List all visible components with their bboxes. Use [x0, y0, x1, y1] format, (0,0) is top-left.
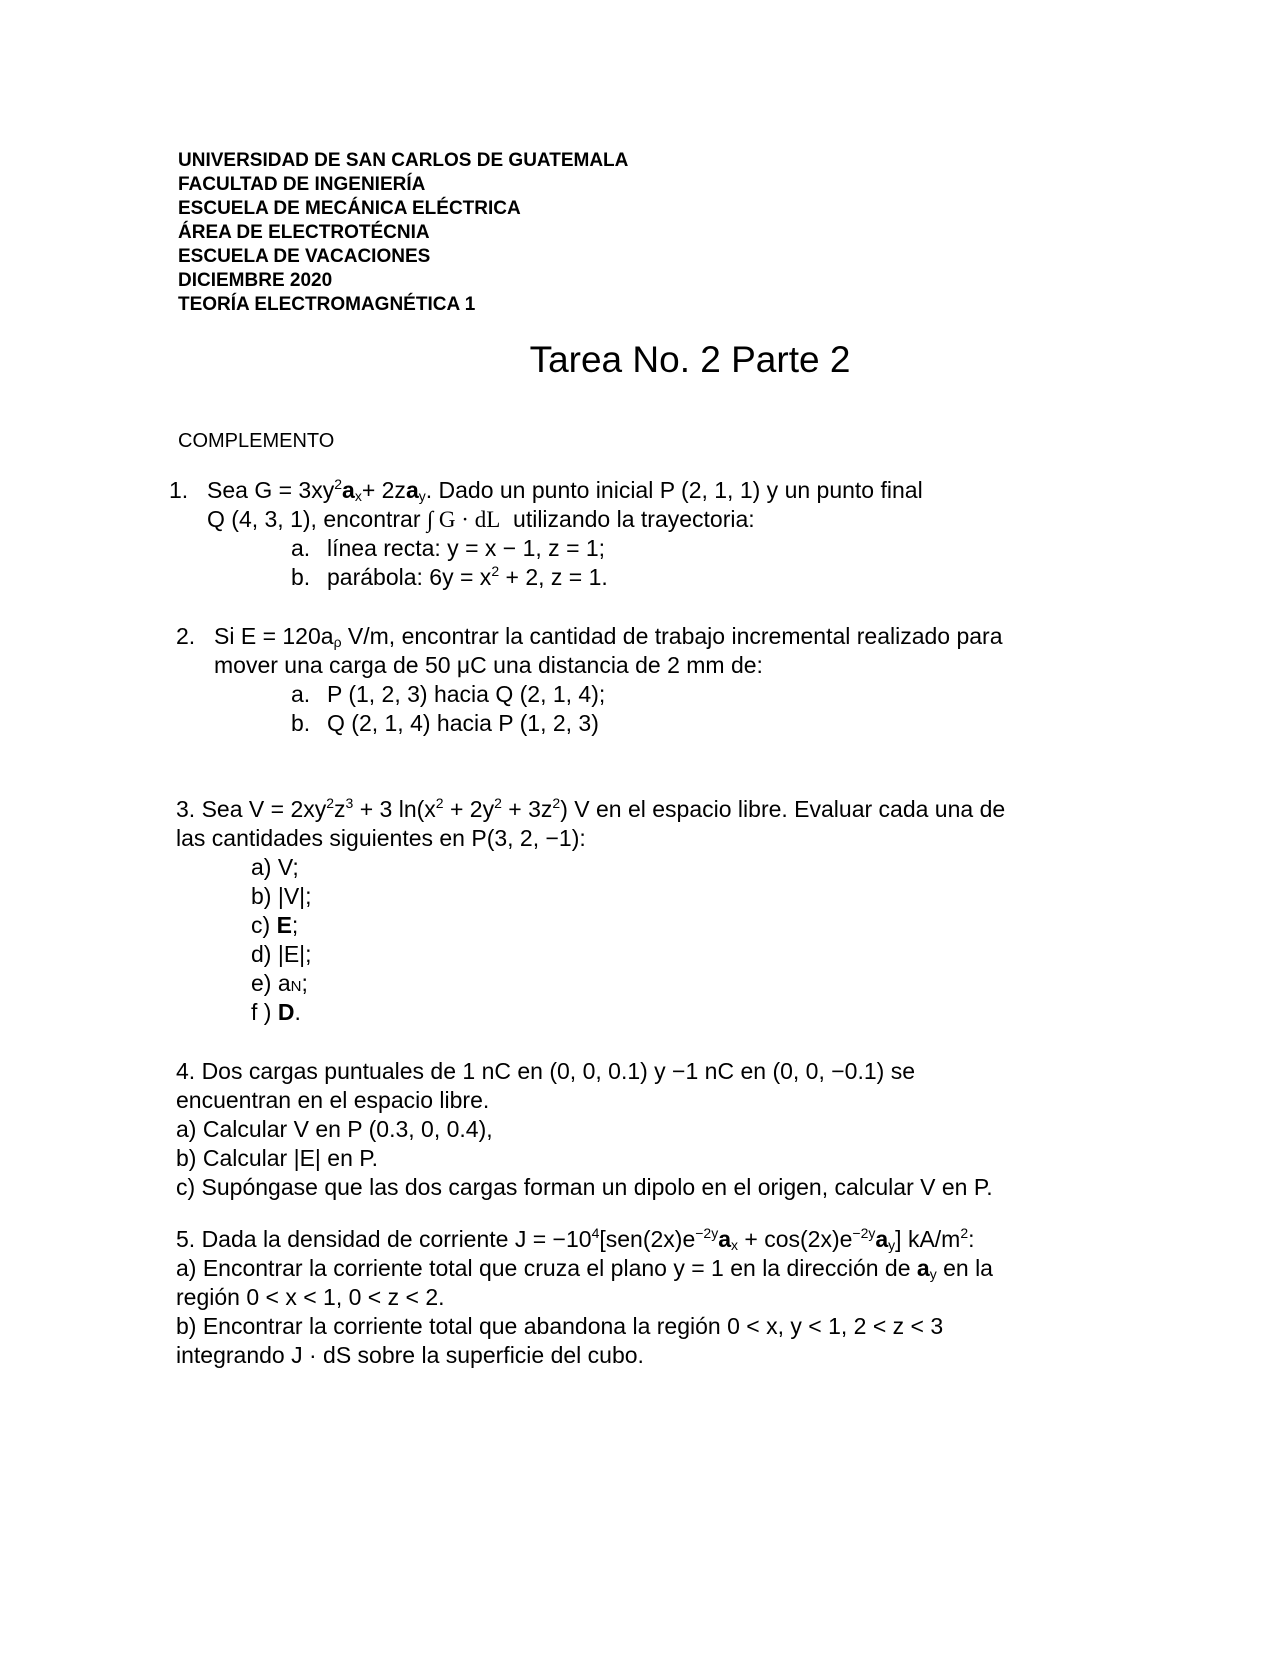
q2-b-label: b.	[291, 710, 311, 736]
section-label: COMPLEMENTO	[178, 430, 335, 452]
q2-line-1: Si $E = 120a_\rho$ V/m, encontrar la cantidad de trabajo incremental realizado para	[214, 623, 1003, 650]
q1-a-label: a.	[291, 535, 311, 561]
q2-number: 2.	[176, 623, 196, 649]
q4-item-c: c) Supóngase que las dos cargas forman un dipolo en el origen, calcular V en P.	[176, 1174, 993, 1200]
q2-a-label: a.	[291, 681, 311, 707]
header-course: TEORÍA ELECTROMAGNÉTICA 1	[178, 294, 476, 315]
q2-a-text: P (1, 2, 3) hacia Q (2, 1, 4);	[327, 681, 606, 707]
q4-line-1: 4. Dos cargas puntuales de 1 nC en (0, 0, 0.1) y −1 nC en (0, 0, −0.1) se	[176, 1058, 915, 1084]
page-title: Tarea No. 2 Parte 2	[529, 339, 851, 380]
q3-line-2: las cantidades siguientes en P(3, 2, −1):	[176, 825, 586, 851]
q3-item-f: f ) D.	[251, 999, 301, 1025]
header-session: ESCUELA DE VACACIONES	[178, 246, 431, 267]
header-university: UNIVERSIDAD DE SAN CARLOS DE GUATEMALA	[178, 150, 629, 171]
q2-line-2: mover una carga de 50 μC una distancia de 2 mm de:	[214, 652, 763, 678]
header-school: ESCUELA DE MECÁNICA ELÉCTRICA	[178, 198, 521, 219]
q3-item-c: c) E;	[251, 912, 299, 938]
header-faculty: FACULTAD DE INGENIERÍA	[178, 174, 426, 195]
q3-item-d: d) |E|;	[251, 941, 312, 967]
q2-b-text: Q (2, 1, 4) hacia P (1, 2, 3)	[327, 710, 599, 736]
integral-expression: ∫ G · dL	[426, 507, 501, 532]
q5-item-b-line-1: b) Encontrar la corriente total que abandona la región 0 < x, y < 1, 2 < z < 3	[176, 1313, 944, 1339]
q1-a-text: línea recta: y = x − 1, z = 1;	[327, 535, 606, 561]
q1-line-2: Q (4, 3, 1), encontrar ∫ G · dL utilizando la trayectoria:	[207, 506, 755, 532]
q4-item-b: b) Calcular |E| en P.	[176, 1145, 379, 1171]
q3-item-b: b) |V|;	[251, 883, 312, 909]
header-date: DICIEMBRE 2020	[178, 270, 333, 291]
q1-b-text: parábola: $6y = x^2 + 2$, z = 1.	[327, 563, 608, 590]
document-header	[178, 149, 628, 317]
q1-number: 1.	[169, 477, 189, 503]
q3-item-e: e) aN;	[251, 970, 308, 996]
q5-item-a-line-2: región 0 < x < 1, 0 < z < 2.	[176, 1284, 445, 1310]
q1-line-1: Sea $G = 3xy^2a_x+ 2za_y$. Dado un punto inicial P (2, 1, 1) y un punto final	[207, 476, 923, 504]
header-area: ÁREA DE ELECTROTÉCNIA	[178, 222, 430, 243]
q5-item-b-line-2: integrando J · dS sobre la superficie del cubo.	[176, 1342, 644, 1368]
q3-line-1: 3. Sea $V = 2xy^2z^3 + 3$ $\ln(x^2 + 2y^2 + 3z^2)$ V en el espacio libre. Evaluar cada una de	[176, 795, 1006, 822]
q5-item-a-line-1: a) Encontrar la corriente total que cruza el plano y = 1 en la dirección de $a_y$ en la	[176, 1255, 993, 1282]
q1-b-label: b.	[291, 564, 311, 590]
q3-item-a: a) V;	[251, 854, 299, 880]
q5-line-1: 5. Dada la densidad de corriente $J = -10^4[sen(2x)e^{-2y}a_x + \cos(2x)e^{-2y}a_y]$ $kA/m^2$:	[176, 1225, 975, 1253]
q4-item-a: a) Calcular V en P (0.3, 0, 0.4),	[176, 1116, 493, 1142]
q4-line-2: encuentran en el espacio libre.	[176, 1087, 490, 1113]
